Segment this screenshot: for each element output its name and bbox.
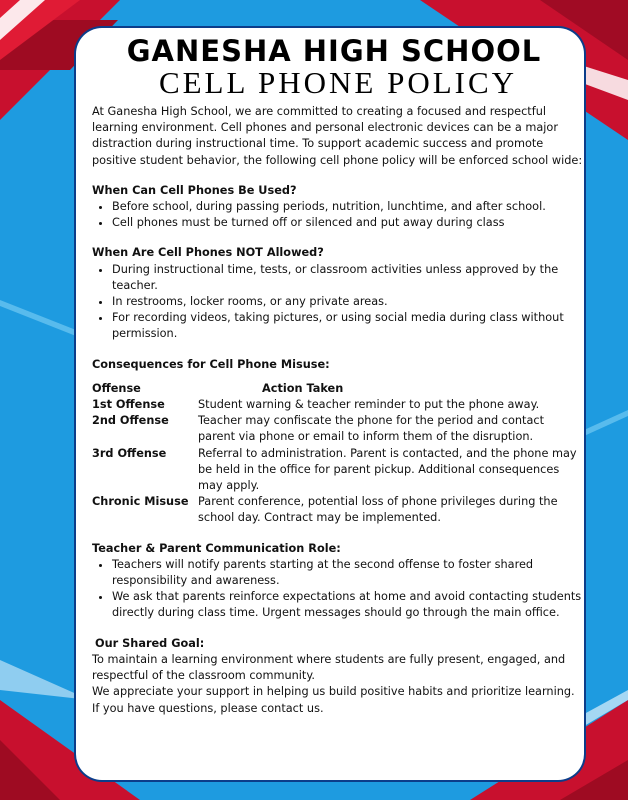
table-header-row	[92, 381, 584, 397]
offense-column-header: Offense	[92, 381, 141, 395]
list-item: • Before school, during passing periods, nutrition, lunchtime, and after school.	[112, 199, 584, 215]
communication-heading: Teacher & Parent Communication Role:	[92, 541, 341, 555]
policy-content	[92, 36, 584, 717]
table-row	[92, 413, 584, 445]
allowed-list	[92, 199, 584, 231]
not-allowed-heading: When Are Cell Phones NOT Allowed?	[92, 246, 324, 260]
table-row	[92, 397, 584, 413]
policy-title: CELL PHONE POLICY	[158, 65, 518, 100]
offense-cell: 1st Offense	[92, 398, 165, 412]
action-cell: Student warning & teacher reminder to put the phone away.	[198, 398, 540, 412]
allowed-heading: When Can Cell Phones Be Used?	[92, 183, 297, 197]
not-allowed-list	[92, 262, 584, 343]
list-item: • During instructional time, tests, or classroom activities unless approved by the teacher.	[112, 262, 584, 294]
list-item: • Teachers will notify parents starting at the second offense to foster shared responsibility and awareness.	[112, 557, 584, 589]
consequences-table	[92, 381, 584, 527]
goal-text: To maintain a learning environment where students are fully present, engaged, and respectful of the classroom community.	[92, 652, 566, 683]
consequences-heading: Consequences for Cell Phone Misuse:	[92, 357, 330, 371]
list-item: • We ask that parents reinforce expectations at home and avoid contacting students directly during class time. Urgent messages should go through the main office.	[112, 589, 584, 621]
closing-text: We appreciate your support in helping us build positive habits and prioritize learning. If you have questions, please contact us.	[92, 685, 575, 715]
school-name: GANESHA HIGH SCHOOL	[126, 34, 542, 68]
offense-cell: 3rd Offense	[92, 446, 167, 460]
offense-cell: Chronic Misuse	[92, 495, 189, 509]
goal-heading: Our Shared Goal:	[95, 636, 205, 650]
communication-list	[92, 557, 584, 622]
intro-paragraph: At Ganesha High School, we are committed to creating a focused and respectful learning environment. Cell phones and personal electronic devices can be a major distraction during instructional time. To support academic success and promote positive student behavior, the following cell phone policy will be enforced school wide:	[92, 105, 583, 167]
action-column-header: Action Taken	[262, 381, 344, 395]
list-item: • For recording videos, taking pictures, or using social media during class without permission.	[112, 310, 584, 342]
list-item: • Cell phones must be turned off or silenced and put away during class	[112, 215, 584, 231]
table-row	[92, 446, 584, 495]
action-cell: Teacher may confiscate the phone for the period and contact parent via phone or email to inform them of the disruption.	[198, 414, 545, 444]
action-cell: Referral to administration. Parent is contacted, and the phone may be held in the office for parent pickup. Additional consequences may apply.	[198, 446, 577, 493]
list-item: • In restrooms, locker rooms, or any private areas.	[112, 294, 584, 310]
offense-cell: 2nd Offense	[92, 414, 169, 428]
action-cell: Parent conference, potential loss of phone privileges during the school day. Contract may be implemented.	[198, 495, 558, 525]
table-row	[92, 494, 584, 526]
